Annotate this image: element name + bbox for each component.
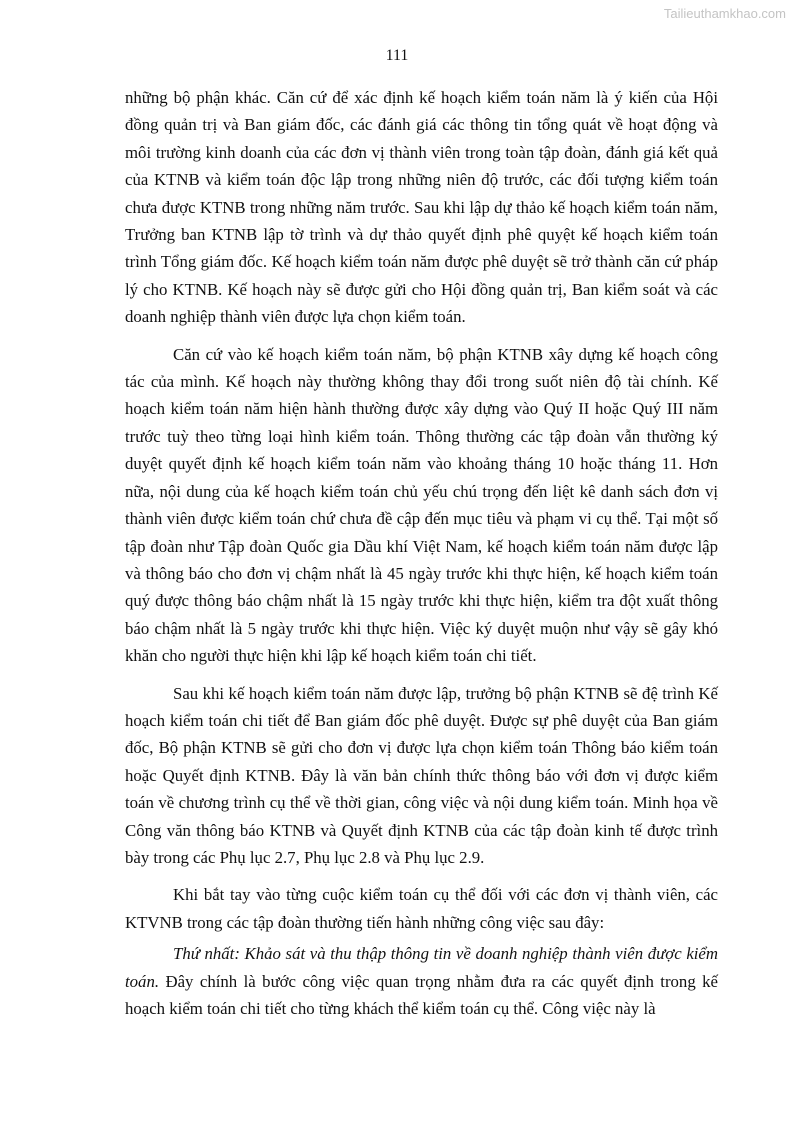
first-step-text: Đây chính là bước công việc quan trọng nhằm đưa ra các quyết định trong kế hoạch kiểm toán chi tiết cho từng khách thể kiểm toán cụ thể. Công việc này là — [125, 971, 718, 1018]
paragraph-audit-tasks-intro: Khi bắt tay vào từng cuộc kiểm toán cụ thể đối với các đơn vị thành viên, các KTVNB trong các tập đoàn thường tiến hành những công việc sau đây: — [125, 885, 718, 932]
page-number: 111 — [385, 47, 409, 64]
watermark: Tailieuthamkhao.com — [663, 6, 786, 21]
paragraph-detailed-plan: Sau khi kế hoạch kiểm toán năm được lập, trưởng bộ phận KTNB sẽ đệ trình Kế hoạch kiểm toán chi tiết để Ban giám đốc phê duyệt. Được sự phê duyệt của Ban giám đốc, Bộ phận KTNB sẽ gửi cho đơn vị được lựa chọn kiểm toán Thông báo kiểm toán hoặc Quyết định KTNB. Đây là văn bản chính thức thông báo với đơn vị được kiểm toán về chương trình cụ thể về thời gian, công việc và nội dung kiểm toán. Minh họa về Công văn thông báo KTNB và Quyết định KTNB của các tập đoàn kinh tế được trình bày trong các Phụ lục 2.7, Phụ lục 2.8 và Phụ lục 2.9. — [125, 683, 718, 867]
first-step-heading: Thứ nhất: Khảo sát và thu thập thông tin về doanh nghiệp thành viên được kiểm toán. — [125, 944, 718, 991]
paragraph-annual-plan: Căn cứ vào kế hoạch kiểm toán năm, bộ phận KTNB xây dựng kế hoạch công tác của mình. Kế hoạch này thường không thay đổi trong suốt niên độ tài chính. Kế hoạch kiểm toán năm hiện hành thường được xây dựng vào Quý II hoặc Quý III năm trước tuỳ theo từng loại hình kiểm toán. Thông thường các tập đoàn vẫn thường ký duyệt quyết định kế hoạch kiểm toán năm vào khoảng tháng 10 hoặc tháng 11. Hơn nữa, nội dung của kế hoạch kiểm toán chủ yếu chú trọng đến liệt kê danh sách đơn vị thành viên được kiểm toán chứ chưa đề cập đến mục tiêu và phạm vi cụ thể. Tại một số tập đoàn như Tập đoàn Quốc gia Dầu khí Việt Nam, kế hoạch kiểm toán năm được lập và thông báo cho đơn vị chậm nhất là 45 ngày trước khi thực hiện, kế hoạch kiểm toán quý được thông báo chậm nhất là 15 ngày trước khi thực hiện, kiểm tra đột xuất thông báo chậm nhất là 5 ngày trước khi thực hiện. Việc ký duyệt muộn như vậy sẽ gây khó khăn cho người thực hiện khi lập kế hoạch kiểm toán chi tiết. — [125, 344, 718, 666]
paragraph-continuation: những bộ phận khác. Căn cứ để xác định kế hoạch kiểm toán năm là ý kiến của Hội đồng quản trị và Ban giám đốc, các đánh giá các thông tin tổng quát về hoạt động và môi trường kinh doanh của các đơn vị thành viên trong toàn tập đoàn, đánh giá kết quả của KTNB và kiểm toán độc lập trong những niên độ trước, các đối tượng kiểm toán chưa được KTNB trong những năm trước. Sau khi lập dự thảo kế hoạch kiểm toán năm, Trưởng ban KTNB lập tờ trình và dự thảo quyết định phê quyệt kế hoạch kiểm toán trình Tổng giám đốc. Kế hoạch kiểm toán năm được phê duyệt sẽ trở thành căn cứ pháp lý cho KTNB. Kế hoạch này sẽ được gửi cho Hội đồng quản trị, Ban kiểm soát và các doanh nghiệp thành viên được lựa chọn kiểm toán. — [125, 88, 718, 327]
paragraph-first-step — [125, 940, 718, 1022]
document-body — [125, 84, 718, 1022]
